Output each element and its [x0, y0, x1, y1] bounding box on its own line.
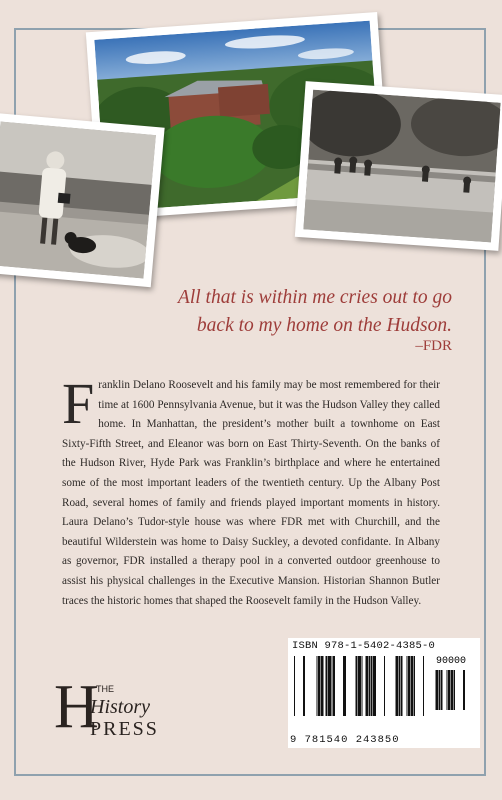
- barcode-bars: [294, 656, 424, 730]
- addon-barcode-bars: [428, 670, 474, 710]
- isbn-barcode: [288, 638, 480, 748]
- description-text: ranklin Delano Roosevelt and his family may be most remembered for their time at 1600 Pennsylvania Avenue, but it was the Hudson Valley they called home. In Manhattan, the president’s mother built a townhome on East Sixty-Fifth Street, and Eleanor was born on East Thirty-Seventh. On the banks of the Hudson River, Hyde Park was Franklin’s birthplace and where he entertained some of the most important leaders of the twentieth century. Up the Albany Post Road, several homes of family and friends played important moments in history. Laura Delano’s Tudor-style house was where FDR met with Churchill, and the beautiful Wilderstein was home to Daisy Suckley, a devoted confidante. In Albany as governor, FDR installed a therapy pool in a converted outdoor greenhouse to assist his physical challenges in the Executive Mansion. Historian Shannon Butler traces the historic homes that shaped the Roosevelt family in the Hudson Valley.: [62, 379, 440, 607]
- quote-line-2: back to my home on the Hudson.: [196, 315, 452, 336]
- quote-attribution: –FDR: [415, 338, 452, 354]
- logo-the: THE: [96, 684, 114, 694]
- drop-cap: F: [62, 371, 95, 436]
- pool-photo: [295, 81, 502, 251]
- woman-with-dog-photo: [0, 113, 165, 287]
- barcode-number: 9 781540 243850: [290, 734, 400, 746]
- quote-line-1: All that is within me cries out to go: [177, 287, 452, 308]
- book-description: [62, 371, 440, 611]
- price-code: 90000: [436, 656, 467, 667]
- logo-history: History: [90, 696, 150, 718]
- isbn-label: ISBN 978-1-5402-4385-0: [292, 640, 436, 652]
- logo-mark: H: [54, 673, 99, 741]
- history-press-logo: [54, 673, 194, 748]
- fdr-quote: [132, 284, 452, 340]
- logo-press: PRESS: [90, 718, 159, 740]
